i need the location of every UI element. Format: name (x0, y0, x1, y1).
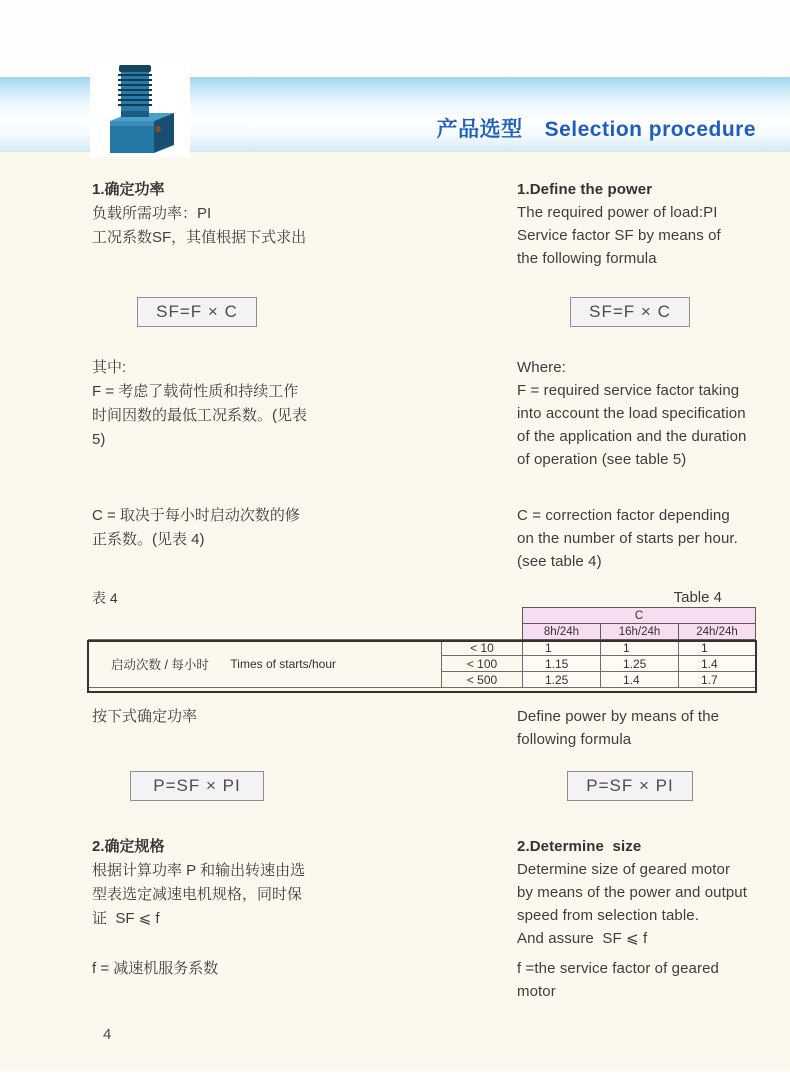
text-line: of operation (see table 5) (517, 451, 687, 468)
value-cell: 1.15 (523, 656, 601, 672)
value-cell: 1.4 (679, 656, 756, 672)
table-row (89, 624, 756, 640)
row-label-zh: 启动次数 / 每小时 (111, 657, 209, 672)
section-5-en (517, 835, 765, 950)
empty-cell (89, 608, 523, 624)
section-1-zh-heading: 1.确定功率 (92, 181, 165, 198)
section-2-zh (92, 356, 444, 452)
text-line: Service factor SF by means of (517, 227, 721, 244)
starts-cell: < 10 (442, 640, 523, 656)
text-line: 时间因数的最低工况系数。(见表 (92, 407, 307, 424)
text-line: into account the load specification (517, 405, 746, 422)
text-line: by means of the power and output (517, 884, 748, 901)
section-4-en (517, 705, 765, 751)
text-line: C = correction factor depending (517, 507, 730, 524)
text-line: 其中: (92, 359, 127, 376)
section-1-en (517, 178, 765, 270)
table-row (89, 640, 756, 656)
section-6-zh (92, 957, 444, 981)
page-title-en: Selection procedure (544, 118, 756, 141)
starts-cell: < 500 (442, 672, 523, 688)
section-2-en (517, 356, 765, 471)
section-5-en-heading: 2.Determine size (517, 838, 642, 855)
section-1-en-heading: 1.Define the power (517, 181, 653, 198)
section-4-zh (92, 705, 444, 729)
text-line: the following formula (517, 250, 657, 267)
text-line: And assure SF ⩽ f (517, 930, 648, 947)
text-line: 型表选定减速电机规格，同时保 (92, 886, 303, 903)
section-1-zh (92, 178, 444, 250)
text-line: on the number of starts per hour. (517, 530, 738, 547)
geared-motor-illustration (90, 63, 190, 157)
text-line: F = required service factor taking (517, 382, 740, 399)
value-cell: 1 (523, 640, 601, 656)
text-line: 负载所需功率：PI (92, 205, 212, 222)
row-label-cell (89, 640, 442, 688)
text-line: 5) (92, 431, 106, 448)
formula-sf-en: SF=F × C (570, 297, 690, 327)
group-header-C: C (523, 608, 756, 624)
text-line: 工况系数SF，其值根据下式求出 (92, 229, 307, 246)
text-line: C = 取决于每小时启动次数的修 (92, 507, 300, 524)
section-5-zh-heading: 2.确定规格 (92, 838, 165, 855)
formula-sf-zh: SF=F × C (137, 297, 257, 327)
text-line: F = 考虑了载荷性质和持续工作 (92, 383, 299, 400)
page-title-zh: 产品选型 (436, 118, 523, 141)
formula-p-zh: P=SF × PI (130, 771, 264, 801)
text-line: (see table 4) (517, 553, 602, 570)
section-3-en (517, 504, 765, 573)
section-6-en (517, 957, 765, 1003)
table4-label-zh: 表 4 (92, 590, 118, 606)
text-line: f = 减速机服务系数 (92, 960, 219, 977)
text-line: speed from selection table. (517, 907, 699, 924)
table-4 (88, 607, 756, 688)
text-line: 按下式确定功率 (92, 708, 198, 725)
text-line: of the application and the duration (517, 428, 747, 445)
value-cell: 1.4 (601, 672, 679, 688)
column-header: 16h/24h (601, 624, 679, 640)
text-line: f =the service factor of geared (517, 960, 719, 977)
text-line: motor (517, 983, 556, 1000)
value-cell: 1 (679, 640, 756, 656)
row-label-en: Times of starts/hour (230, 656, 336, 671)
text-line: Determine size of geared motor (517, 861, 731, 878)
text-line: 根据计算功率 P 和输出转速由选 (92, 862, 306, 879)
text-line: The required power of load:PI (517, 204, 718, 221)
value-cell: 1.25 (601, 656, 679, 672)
text-line: 正系数。(见表 4) (92, 531, 205, 548)
table-row (89, 608, 756, 624)
value-cell: 1 (601, 640, 679, 656)
section-3-zh (92, 504, 444, 552)
text-line: Where: (517, 359, 566, 376)
value-cell: 1.25 (523, 672, 601, 688)
formula-p-en: P=SF × PI (567, 771, 693, 801)
text-line: following formula (517, 731, 632, 748)
column-header: 8h/24h (523, 624, 601, 640)
text-line: 证 SF ⩽ f (92, 910, 160, 927)
table4-label-en: Table 4 (673, 589, 722, 606)
starts-cell: < 100 (442, 656, 523, 672)
column-header: 24h/24h (679, 624, 756, 640)
page-number: 4 (103, 1026, 112, 1043)
section-5-zh (92, 835, 444, 931)
text-line: Define power by means of the (517, 708, 720, 725)
geared-motor-photo (90, 63, 190, 157)
value-cell: 1.7 (679, 672, 756, 688)
page-bottom-margin (0, 1071, 790, 1080)
page-title (399, 89, 756, 167)
empty-cell (89, 624, 523, 640)
